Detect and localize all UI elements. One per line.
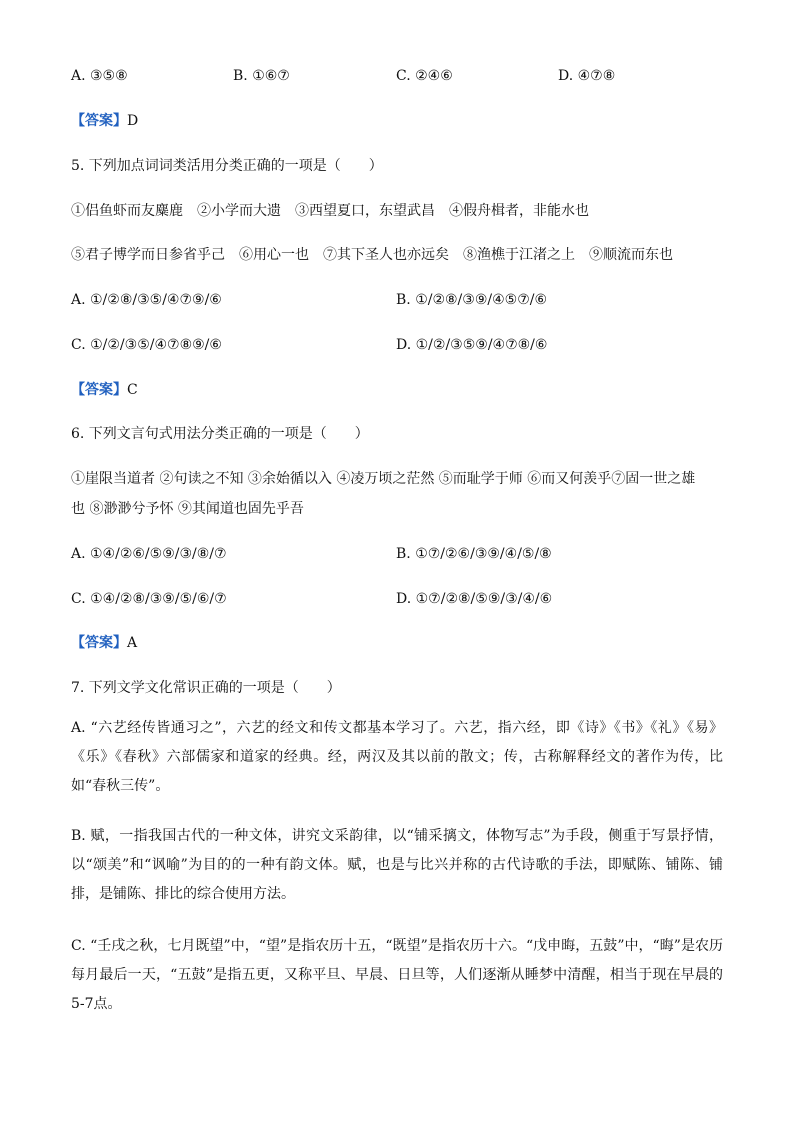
q6-items-line1: ①崖限当道者 ②句读之不知 ③余始循以入 ④凌万顷之茫然 ⑤而耻学于师 ⑥而又何羡乎⑦固一世之雄	[71, 471, 696, 487]
answer-value: D	[127, 113, 139, 129]
q4-option-c: C. ②④⑥	[396, 68, 453, 84]
q4-option-d: D. ④⑦⑧	[558, 68, 616, 84]
answer-value: A	[127, 635, 138, 651]
q5-stem: 5. 下列加点词词类活用分类正确的一项是（ ）	[71, 158, 383, 174]
q7-option-a: A. “六艺经传皆通习之”，六艺的经文和传文都基本学习了。六艺，指六经，即《诗》《书》《礼》《易》《乐》《春秋》六部儒家和道家的经典。经，两汉及其以前的散文；传，古称解释经文的著作为传，比如“春秋三传”。	[71, 720, 723, 794]
q5-option-a: A. ①/②⑧/③⑤/④⑦⑨/⑥	[71, 292, 222, 308]
answer-label: 【答案】	[71, 635, 127, 651]
q5-items-line1: ①侣鱼虾而友麋鹿 ②小学而大遗 ③西望夏口，东望武昌 ④假舟楫者，非能水也	[71, 203, 589, 219]
q7-option-b: B. 赋，一指我国古代的一种文体，讲究文采韵律，以“铺采摛文，体物写志”为手段，侧重于写景抒情，以“颂美”和“讽喻”为目的的一种有韵文体。赋，也是与比兴并称的古代诗歌的手法，即赋陈、铺陈、铺排，是铺陈、排比的综合使用方法。	[71, 828, 723, 902]
q6-option-c: C. ①④/②⑧/③⑨/⑤/⑥/⑦	[71, 591, 227, 607]
q4-option-a: A. ③⑤⑧	[71, 68, 128, 84]
q5-option-d: D. ①/②/③⑤⑨/④⑦⑧/⑥	[396, 337, 548, 353]
q4-answer	[71, 111, 138, 131]
q5-option-b: B. ①/②⑧/③⑨/④⑤⑦/⑥	[396, 292, 548, 308]
q5-option-c: C. ①/②/③⑤/④⑦⑧⑨/⑥	[71, 337, 222, 353]
q5-answer	[71, 380, 138, 400]
q6-option-a: A. ①④/②⑥/⑤⑨/③/⑧/⑦	[71, 546, 227, 562]
q6-option-b: B. ①⑦/②⑥/③⑨/④/⑤/⑧	[396, 546, 552, 562]
answer-label: 【答案】	[71, 113, 127, 129]
q6-stem: 6. 下列文言句式用法分类正确的一项是（ ）	[71, 426, 369, 442]
answer-label: 【答案】	[71, 382, 127, 398]
q5-items-line2: ⑤君子博学而日参省乎己 ⑥用心一也 ⑦其下圣人也亦远矣 ⑧渔樵于江渚之上 ⑨顺流而东也	[71, 247, 673, 263]
q6-answer	[71, 633, 137, 653]
q7-option-c: C. “壬戌之秋，七月既望”中，“望”是指农历十五，“既望”是指农历十六。“戊申晦，五鼓”中，“晦”是农历每月最后一天，“五鼓”是指五更，又称平旦、早晨、日旦等，人们逐渐从睡梦中清醒，相当于现在早晨的5-7点。	[71, 938, 723, 1012]
q6-items-line2: 也 ⑧渺渺兮予怀 ⑨其闻道也固先乎吾	[71, 501, 304, 517]
q4-option-b: B. ①⑥⑦	[233, 68, 290, 84]
q7-stem: 7. 下列文学文化常识正确的一项是（ ）	[71, 680, 341, 696]
q6-option-d: D. ①⑦/②⑧/⑤⑨/③/④/⑥	[396, 591, 553, 607]
answer-value: C	[127, 382, 138, 398]
